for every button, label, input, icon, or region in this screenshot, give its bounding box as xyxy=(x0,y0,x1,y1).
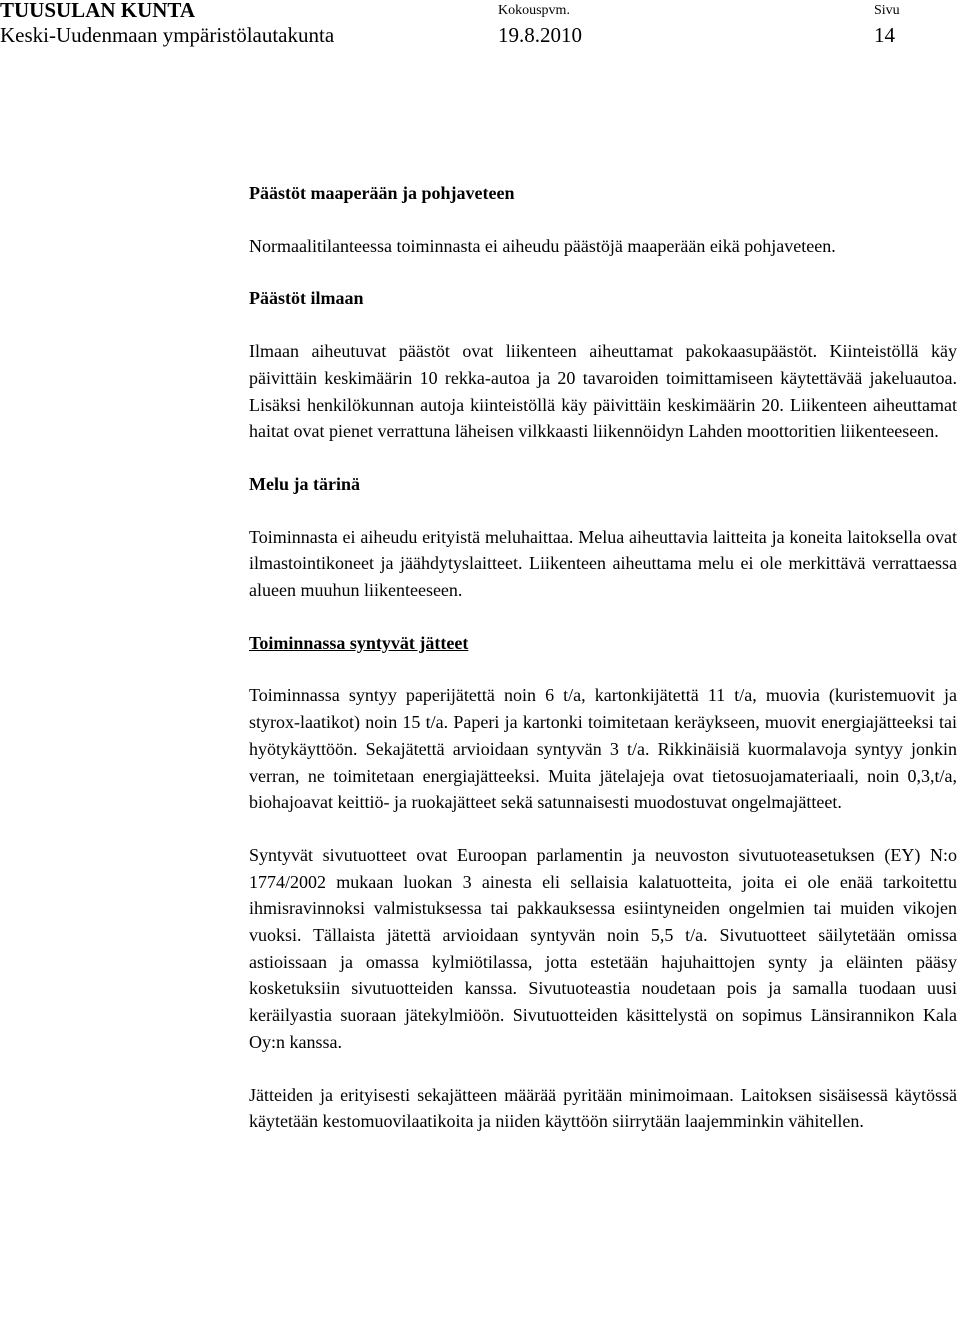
paragraph-soil-emissions: Normaalitilanteessa toiminnasta ei aiheudu päästöjä maaperään eikä pohjaveteen. xyxy=(249,235,836,256)
page-number: 14 xyxy=(874,23,895,47)
paragraph-air-emissions: Ilmaan aiheutuvat päästöt ovat liikenteen aiheuttamat pakokaasupäästöt. Kiinteistöllä käy päivittäin keskimäärin 10 rekka-autoa ja 20 tavaroiden toimittamiseen käytettävää jakeluautoa. Lisäksi henkilökunnan autoja kiinteistöllä käy päivittäin keskimäärin 20. Liikenteen aiheuttamat haitat ovat pienet verrattuna läheisen vilkkaasti liikennöidyn Lahden moottoritien liikenteeseen. xyxy=(249,341,957,442)
municipality-name: TUUSULAN KUNTA xyxy=(0,0,196,22)
heading-air-emissions: Päästöt ilmaan xyxy=(249,288,364,309)
meeting-date: 19.8.2010 xyxy=(498,23,582,47)
heading-waste: Toiminnassa syntyvät jätteet xyxy=(249,632,469,653)
meeting-date-label: Kokouspvm. xyxy=(498,3,570,18)
heading-noise-vibration: Melu ja tärinä xyxy=(249,473,360,494)
page-label: Sivu xyxy=(874,3,900,18)
paragraph-waste-minimization: Jätteiden ja erityisesti sekajätteen määrää pyritään minimoimaan. Laitoksen sisäisessä käytössä käytetään kestomuovilaatikoita ja niiden käyttöön siirrytään laajemminkin vähitellen. xyxy=(249,1084,957,1132)
board-name: Keski-Uudenmaan ympäristölautakunta xyxy=(0,23,335,47)
heading-soil-emissions: Päästöt maaperään ja pohjaveteen xyxy=(249,183,515,203)
paragraph-noise-vibration: Toiminnasta ei aiheudu erityistä meluhaittaa. Melua aiheuttavia laitteita ja koneita laitoksella ovat ilmastointikoneet ja jäähdytyslaitteet. Liikenteen aiheuttama melu ei ole merkittävä verrattaessa alueen muuhun liikenteeseen. xyxy=(249,526,957,601)
document-body xyxy=(249,180,957,1135)
page-header xyxy=(0,0,960,56)
paragraph-waste-amounts: Toiminnassa syntyy paperijätettä noin 6 t/a, kartonkijätettä 11 t/a, muovia (kuristemuovit ja styrox-laatikot) noin 15 t/a. Paperi ja kartonki toimitetaan keräykseen, muovit energiajätteeksi tai hyötykäyttöön. Sekajätettä arvioidaan syntyvän 3 t/a. Rikkinäisiä kuormalavoja syntyy jonkin verran, ne toimitetaan energiajätteeksi. Muita jätelajeja ovat tietosuojamateriaali, noin 0,3,t/a, biohajoavat keittiö- ja ruokajätteet sekä satunnaisesti muodostuvat ongelmajätteet. xyxy=(249,685,957,813)
paragraph-by-products: Syntyvät sivutuotteet ovat Euroopan parlamentin ja neuvoston sivutuoteasetuksen (EY) N:o 1774/2002 mukaan luokan 3 ainesta eli sellaisia kalatuotteita, joita ei ole enää tarkoitettu ihmisravinnoksi valmistuksessa tai pakkauksessa esiintyneiden ongelmien tai muiden vikojen vuoksi. Tällaista jätettä arvioidaan syntyvän noin 5,5 t/a. Sivutuotteet säilytetään omissa astioissaan ja omassa kylmiötilassa, jotta estetään hajuhaittojen synty ja eläinten pääsy kosketuksiin sivutuotteiden kanssa. Sivutuoteastia noudetaan pois ja samalla tuodaan uusi keräilyastia suoraan jätekylmiöön. Sivutuotteiden käsittelystä on sopimus Länsirannikon Kala Oy:n kanssa. xyxy=(249,844,957,1052)
